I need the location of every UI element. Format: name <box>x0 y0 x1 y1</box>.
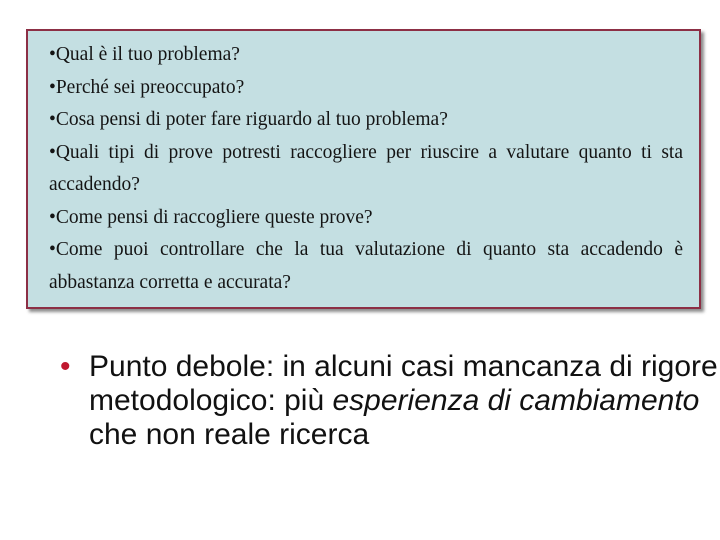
question-item <box>49 137 683 202</box>
note-emphasis: esperienza di cambiamento <box>332 384 700 417</box>
bullet-icon: • <box>49 76 56 98</box>
bullet-icon: • <box>60 350 71 383</box>
question-item <box>49 104 683 137</box>
question-item <box>49 72 683 105</box>
question-text: Come pensi di raccogliere queste prove? <box>55 206 373 228</box>
question-text: Qual è il tuo problema? <box>55 44 240 65</box>
bullet-icon: • <box>49 44 56 65</box>
question-item <box>49 39 683 72</box>
note-text-end: che non reale ricerca <box>89 418 370 451</box>
question-text: Quali tipi di prove potresti raccogliere per riuscire a valutare quanto ti sta accadendo? <box>49 141 683 195</box>
question-text: Come puoi controllare che la tua valutazione di quanto sta accadendo è abbastanza corretta e accurata? <box>49 239 683 293</box>
bullet-icon: • <box>49 109 56 130</box>
bullet-icon: • <box>49 141 56 163</box>
bullet-icon: • <box>49 206 56 228</box>
weakness-note <box>60 350 720 452</box>
questions-box <box>26 29 701 309</box>
question-item <box>49 234 683 299</box>
bullet-icon: • <box>49 239 56 260</box>
question-text: Perché sei preoccupato? <box>55 76 245 98</box>
note-text: Punto debole: in alcuni casi mancanza di rigore metodologico: più <box>89 350 718 417</box>
question-item <box>49 202 683 235</box>
question-text: Cosa pensi di poter fare riguardo al tuo problema? <box>55 109 448 130</box>
